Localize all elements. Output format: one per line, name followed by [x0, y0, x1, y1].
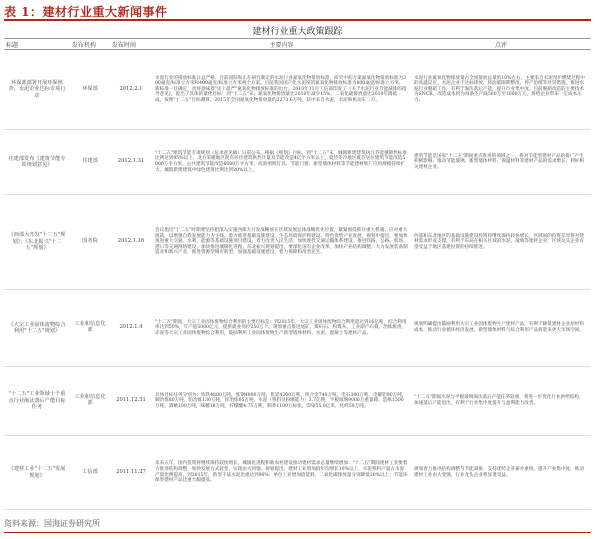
row-date: 2012.1.4: [110, 290, 152, 367]
row-content: 会议指出"十二五"时期要坚持把深入实施西部大开发战略放在区域发展总体战略优先位置，紧紧围绕抓住重大机遇、应对重大挑战，以增强自我发展能力为主线，着力推进基础设施建设、生态环境保护和建设、特色优势产业发展。规划中提出，要加快推进重大交通、水利、能源等基础设施项目建设，着力改善人民生活；加快现代交通运输体系建设，推进铁路、公路、机场、港口等交通网络建设，加快推进城镇化进程。东北振兴规划提出，要深化国有企业改革，加快产业结构调整，大力发展装备制造业和新兴产业，推进资源型城市转型，加强基础设施建设，着力保障和改善民生。: [152, 195, 411, 290]
column-header-date: 发布时间: [110, 39, 152, 50]
row-date: 2011.11.27: [110, 436, 152, 510]
source-note: 资料来源：国海证券研究所: [4, 519, 100, 528]
table-row: [4, 130, 591, 195]
table-row: [4, 367, 591, 436]
row-org: 环保部: [70, 50, 110, 130]
header-rule: [4, 19, 591, 21]
footer-rule: [4, 532, 591, 533]
row-comment: 规划明确提出鼓励利用大宗工业固体废物生产建材产品，有利于降低建材企业原材料成本，推动行业循环经济发展，新型墙体材料与综合利用产品将迎来更大市场空间。: [411, 290, 591, 367]
policy-table: [4, 38, 591, 510]
page-title: 表 1：建材行业重大新闻事件: [4, 5, 168, 19]
row-title: 《建材工业"十二五"发展规划》: [4, 436, 70, 510]
row-org: 国务院: [70, 195, 110, 290]
row-content: "十二五"建筑节能专项规划（征求意见稿）日前公布。根据《规划》目标，到"十二五"末，城镇新建建筑执行节能强制性标准比例达到95%以上，北方采暖地区既有居住建筑供热计量及节能改造4亿平方米以上，夏热冬冷地区既有居住建筑节能改造5000万平方米，公共建筑节能改造6000万平方米，高效照明灯具、节能门窗、新型墙体材料等节能建材推广应用规模持续扩大。城镇新建建筑中绿色建筑比例达到20%以上。: [152, 130, 411, 195]
row-title: 住建部发布《建筑节能专项规划意见》: [4, 130, 70, 195]
row-title: "十二五"工业领域十个重点行业淘汰落后产能目标任务: [4, 367, 70, 436]
row-title: 《大宗工业固体废物综合利用"十二五"规划》: [4, 290, 70, 367]
row-org: 工业和信息化部: [70, 290, 110, 367]
row-date: 2011.12.31: [110, 367, 152, 436]
table-row: [4, 50, 591, 130]
row-org: 工信部: [70, 436, 110, 510]
row-content: 具体目标任务分别为：炼铁4800万吨，炼钢4800万吨，焦炭4200万吨，铁合金740万吨，电石380万吨，电解铝90万吨，铜冶炼80万吨，铅冶炼130万吨，锌冶炼65万吨，水泥（熟料及粉磨能力）3.7亿吨，平板玻璃9000万重量箱，造纸1500万吨，酒精100万吨，味精18万吨，柠檬酸4.75万吨，制革1100万标张，印染55.8亿米，化纤59万吨。: [152, 367, 411, 436]
table-row: [4, 436, 591, 510]
row-comment: 水泥行业氮氧化物排放量占全国排放总量的10%左右，主要来自水泥窑炉燃烧过程中的高温反应。水泥企业不达标排放，将面临限期整改、停产治理等处罚措施。推进水泥行业脱硝工作，有利于淘汰落后产能，提升行业集中度。目前脱硝改造的主要技术为SNCR，改造成本约为每条生产线500万至1000万元，将给企业带来一定成本压力。: [411, 50, 591, 130]
row-date: 2012.2.1: [110, 50, 152, 130]
column-header-comment: 点评: [411, 39, 591, 50]
column-header-org: 发布机构: [70, 39, 110, 50]
row-date: 2012.1.16: [110, 195, 152, 290]
table-row: [4, 195, 591, 290]
table-title: 建材行业重大政策跟踪: [252, 27, 343, 37]
row-date: 2012.1.31: [110, 130, 152, 195]
row-comment: 西部和东北地区的基础设施建设投资将继续保持较快增长，区域间的投资差异将对建材需求形成支撑，有利于布局在相关区域的水泥、玻璃等建材企业，区域龙头企业有望受益于地区基建投资的持续推进。: [411, 195, 591, 290]
row-comment: 建筑节能是国家"十二五"期间重点推进的领域之一，将对节能型建材产品的推广产生积极影响，推动节能玻璃、新型墙体材料、保温材料等建材产品的需求增长，利好相关建材企业。: [411, 130, 591, 195]
row-content: 水泥行业的排放标准日益严格。目前国际和正在研究制定的水泥行业氮氧化物排放标准，研究中的方案氮氧化物排放标准为300毫克/标准立方米和400毫克/标准立方米两个方案。目前我国国产化水泥窑的氮氧化物排放标准为800毫克/标准立方米，新标准一旦确定，也将意味着"史上最严"氮氧化物排放标准的出台。2010年11月工信部印发了《关于水泥行业节能减排的指导意见》，提出了具体的量化目标：到"十二五"末，氮氧化物排放量比2010年减少15%。二氧化硫排放量比2010年降低一成。按照"十二五"目标测算，2015年全国氮氧化物排放量约2273.6万吨，其中来自水泥、水泥和机动车三方。: [152, 50, 411, 130]
row-content: 未来五年，国内投资将继续保持较快增长，城镇化进程和新农村建设推动建材需求总量继续增加；"十二五"期间建材工业要着力推进结构调整，加快发展方式转变，实现由大到强。规划提出，建材工业增加值年均增长10%以上，水泥熟料产量占水泥产量比例提高，到2015年，新型干法水泥比重达到90%；单位工业增加值能耗、二氧化碳排放量分别降低20%以上；节能环保型建材产品比重大幅提高。: [152, 436, 411, 510]
column-header-title: 标题: [4, 39, 70, 50]
column-header-content: 主要内容: [152, 39, 411, 50]
table-header-row: [4, 39, 591, 50]
row-content: "十二五"期间，大宗工业固体废物综合利用的主要目标是：到2015年，大宗工业固体废物综合利用量达到16亿吨，综合利用率达到50%，年产值5000亿元，提供就业岗位250万个。规划重点推进尾矿、煤矸石、粉煤灰、工业副产石膏、冶炼废渣、赤泥等大宗工业固体废物综合利用，鼓励利用工业固体废物生产新型墙体材料、水泥、混凝土等建材产品。: [152, 290, 411, 367]
row-org: 住建部: [70, 130, 110, 195]
table-row: [4, 290, 591, 367]
row-org: 工业和信息化部: [70, 367, 110, 436]
row-title: 《西部大开发"十二五"规划》、《东北振兴"十二五"规划》: [4, 195, 70, 290]
row-comment: 规划着力推进结构调整与节能减排，支持优势企业兼并重组，提升产业集中度，推动建材工业由大变强，行业龙头企业将显著受益。: [411, 436, 591, 510]
row-title: 环保部部署开展环保核查、水泥企业达标专项行动: [4, 50, 70, 130]
row-comment: "十二五"期间水泥与平板玻璃淘汰落后产能任务较重，将进一步优化行业供给结构，加速落后产能退出，有利于行业集中度提升与盈利能力改善。: [411, 367, 591, 436]
